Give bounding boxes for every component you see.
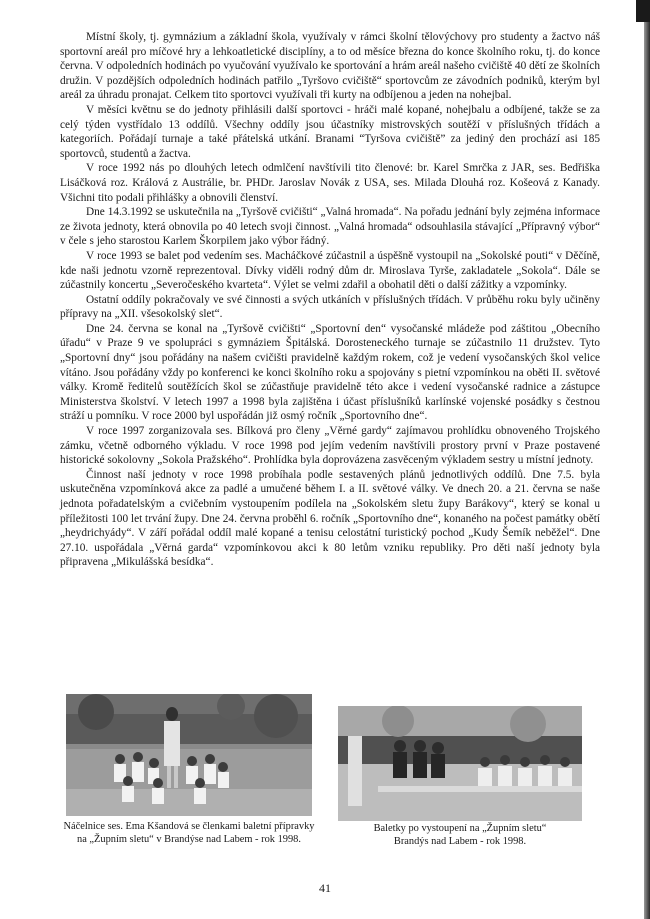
page-number: 41 — [319, 881, 331, 895]
paragraph: V měsíci květnu se do jednoty přihlásili další sportovci - hráči malé kopané, nohejbalu a odbíjené, takže se za celý týden vystřídalo 13 oddílů. Všechny oddíly jsou účastníky mistrovských soutěží v příslušných třídách a kategoriích. Pořádají turnaje a také přátelská utkání. Branami “Tyršova cvičiště” za jediný den prochází asi 185 sportovců, studentů a žactva. — [60, 103, 600, 160]
paragraph: V roce 1993 se balet pod vedením ses. Macháčkové zúčastnil a úspěšně vystoupil na „Sokolské pouti“ v Děčíně, kde naši jednotu vzorně reprezentoval. Dívky viděli rodný dům dr. Miroslava Tyrše, zakladatele „Sokola“. Dále se zúčastnily koncertu „Severočeského kvarteta“. Výlet se velmi zdařil a obohatil děti o další zážitky a vzpomínky. — [60, 249, 600, 292]
body-text — [60, 30, 600, 570]
page-edge-mark — [636, 0, 650, 22]
paragraph: Ostatní oddíly pokračovaly ve své činnosti a svých utkáních v příslušných třídách. V průběhu roku byly učiněny přípravy na „XII. všesokolský slet“. — [60, 293, 600, 321]
photo-ballerinas-seated — [338, 706, 582, 821]
paragraph: V roce 1997 zorganizovala ses. Bílková pro členy „Věrné gardy“ zajímavou prohlídku obnoveného Trojského zámku, včetně odborného výkladu. V roce 1998 pod jejím vedením navštívili prostory první v Praze postavené historické sokolovny „Sokola Pražského“. Prohlídka byla doprovázena zasvěceným výkladem sestry u místní jednoty. — [60, 425, 600, 467]
paragraph: V roce 1992 nás po dlouhých letech odmlčení navštívili tito členové: br. Karel Smrčka z JAR, ses. Bedřiška Lisáčková roz. Králová z Austrálie, br. PHDr. Jaroslav Novák z USA, ses. Milada Dlouhá roz. Košeová z Kanady. Všichni tito podali přihlášky a obnovili členství. — [60, 162, 600, 204]
caption-line: Brandýs nad Labem - rok 1998. — [393, 836, 527, 847]
caption-line: Náčelnice ses. Ema Kšandová se členkami baletní přípravky — [63, 821, 315, 832]
photo-caption-left — [60, 820, 318, 846]
photo-ballet-group — [66, 694, 312, 816]
paragraph: Činnost naší jednoty v roce 1998 probíhala podle sestavených plánů jednotlivých oddílů. Dne 7.5. byla uskutečněna vzpomínková akce za padlé a umučené během I. a II. světové války. Ve dnech 20. a 21. června se naše jednota pořadatelským a cvičebním vystoupením podílela na „Sokolském sletu župy Barákovy“, který se konal u příležitosti 100 let trvání župy. Dne 24. června proběhl 6. ročník „Sportovního dne“, konaného na počest památky obětí „heydrichyády“. V září pořádal oddíl malé kopané a tenisu celostátní turistický pochod „Kudy Šemík neběžel“. Dne 27.10. uspořádala „Věrná garda“ vzpomínkovou akci k 80 letům vzniku republiky. Pro děti naší jednoty byla připravena „Mikulášská besídka“. — [60, 468, 600, 569]
paragraph: Místní školy, tj. gymnázium a základní škola, využívaly v rámci školní tělovýchovy pro studenty a žactvo náš sportovní areál pro míčové hry a lehkoatletické disciplíny, a to od měsíce března do konce školního roku, tj. do konce června. V odpoledních hodinách po vyučování využívalo ke sportování a hrám areál našeho cvičiště 40 dětí ze školních družin. V pozdějších odpoledních hodinách patřilo „Tyršovo cvičiště“ sportovcům ze závodních podniků, kterým byl areál za úhradu pronajat. Celkem tito sportovci využívali tři kurty na odbíjenou a jeden na nohejbal. — [60, 31, 600, 102]
paragraph: Dne 24. června se konal na „Tyršově cvičišti“ „Sportovní den“ vysočanské mládeže pod záštitou „Obecního úřadu“ v Praze 9 ve spolupráci s gymnáziem Špitálská. Dorosteneckého turnaje se zúčastnilo 11 družstev. Tyto „Sportovní dny“ jsou pořádány na našem cvičišti pravidelně každým rokem, což je vedení vysočanských škol velice vítáno. Jsou pořádány vždy po konferenci ke konci školního roku a spojovány s pietní vzpomínkou na oběti II. světové války. Kromě ředitelů soutěžících škol se zúčastňuje pravidelně této akce i vedení vysočanské radnice a zástupce Ministerstva školství. V letech 1997 a 1998 byla zajištěna i účast příslušníků karlínské vojenské posádky s čestnou stráží u pomníku. V roce 2000 byl uspořádán již osmý ročník „Sportovního dne“. — [60, 322, 600, 423]
photo-caption-right — [334, 822, 586, 848]
caption-line: Baletky po vystoupení na „Župním sletu“ — [373, 823, 547, 834]
paragraph: Dne 14.3.1992 se uskutečnila na „Tyršově cvičišti“ „Valná hromada“. Na pořadu jednání byly zejména informace ze života jednoty, která obnovila po 40 letech svoji činnost. „Valná hromada“ odsouhlasila stávající „Přípravný výbor“ v čele s jeho starostou Karlem Škorpilem jako výbor řádný. — [60, 206, 600, 248]
caption-line: na „Župním sletu“ v Brandýse nad Labem - rok 1998. — [77, 834, 301, 845]
